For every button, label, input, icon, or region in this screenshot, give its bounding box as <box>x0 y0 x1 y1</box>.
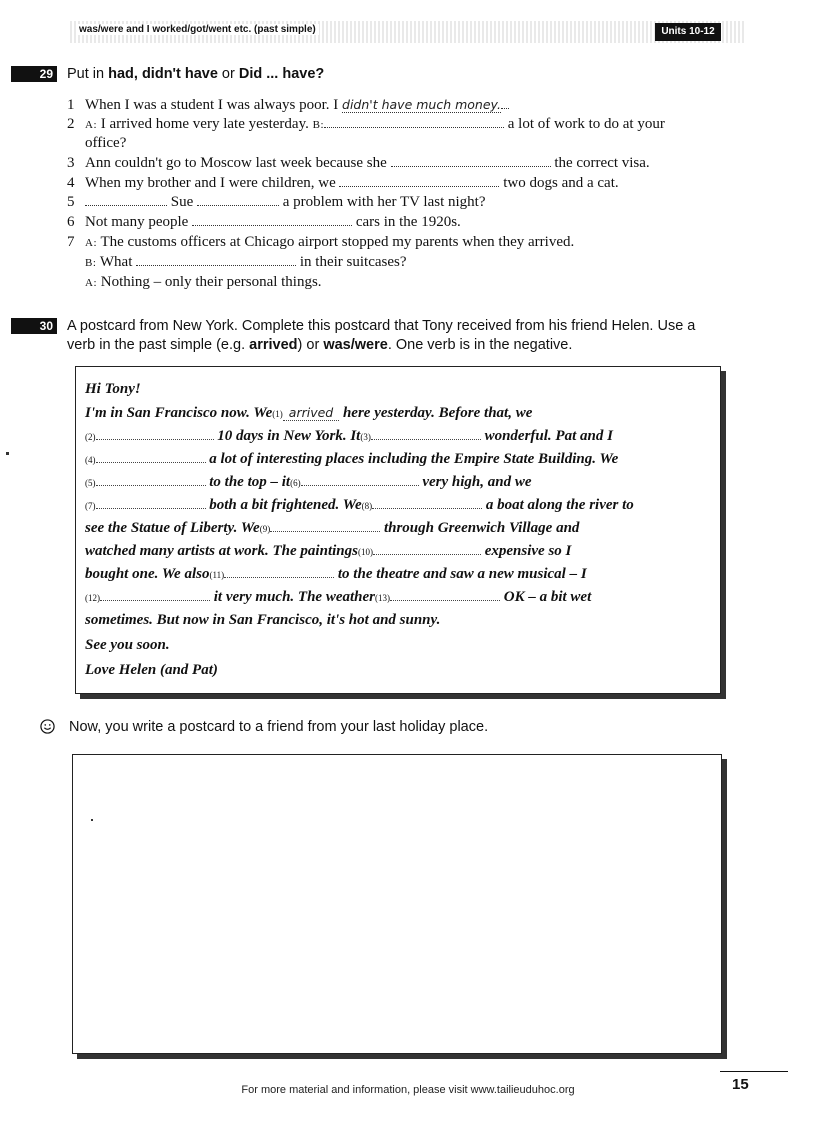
postcard <box>75 366 721 694</box>
postcard-line-3: (4) a lot of interesting places including the Empire State Building. We <box>85 451 619 467</box>
postcard-signoff: Love Helen (and Pat) <box>85 662 218 678</box>
ex29-item-2-cont: office? <box>85 135 127 151</box>
postcard-blank-3[interactable] <box>371 429 481 440</box>
exercise-30-instruction-1: A postcard from New York. Complete this postcard that Tony received from his friend Helen. Use a <box>67 318 696 334</box>
units-badge: Units 10-12 <box>655 23 721 41</box>
postcard-blank-2[interactable] <box>96 429 214 440</box>
ex29-blank-5a[interactable] <box>85 194 167 206</box>
ex29-blank-5b[interactable] <box>197 194 279 206</box>
ex29-item-6: 6 Not many people cars in the 1920s. <box>67 214 461 230</box>
ex29-blank-6[interactable] <box>192 214 352 226</box>
page-number: 15 <box>732 1076 749 1093</box>
ex29-item-5: 5 Sue a problem with her TV last night? <box>67 194 486 210</box>
exercise-30-number: 30 <box>11 318 57 334</box>
exercise-29-number: 29 <box>11 66 57 82</box>
writing-box[interactable] <box>72 754 722 1054</box>
ex29-blank-2[interactable] <box>324 116 504 128</box>
postcard-blank-12[interactable] <box>100 590 210 601</box>
ex29-item-3: 3 Ann couldn't go to Moscow last week because she the correct visa. <box>67 155 650 171</box>
postcard-line-1: I'm in San Francisco now. We(1) arrived here yesterday. Before that, we <box>85 405 533 421</box>
ex29-item-2: 2 A: I arrived home very late yesterday. B: a lot of work to do at your <box>67 116 665 132</box>
ex29-item-7-b: B: What in their suitcases? <box>85 254 407 270</box>
box-dot <box>91 819 93 821</box>
postcard-answer-1[interactable]: arrived <box>283 405 339 421</box>
ex29-blank-7[interactable] <box>136 254 296 266</box>
exercise-29-instruction: Put in had, didn't have or Did ... have? <box>67 66 325 82</box>
postcard-greeting: Hi Tony! <box>85 381 141 397</box>
ex29-blank-4[interactable] <box>339 175 499 187</box>
postcard-line-6: see the Statue of Liberty. We(9) through Greenwich Village and <box>85 520 580 536</box>
postcard-blank-9[interactable] <box>270 521 380 532</box>
postcard-blank-10[interactable] <box>373 544 481 555</box>
ex29-item-7: 7 A: The customs officers at Chicago airport stopped my parents when they arrived. <box>67 234 575 250</box>
page-rule <box>720 1071 788 1072</box>
postcard-blank-7[interactable] <box>96 498 206 509</box>
ex29-answer-1[interactable]: didn't have much money. <box>342 97 501 112</box>
exercise-30-instruction-2: verb in the past simple (e.g. arrived) or was/were. One verb is in the negative. <box>67 337 573 353</box>
postcard-line-2: (2) 10 days in New York. It(3) wonderful. Pat and I <box>85 428 613 444</box>
ex29-item-1: 1 When I was a student I was always poor. I didn't have much money. <box>67 95 509 116</box>
postcard-blank-8[interactable] <box>372 498 482 509</box>
postcard-line-9: (12) it very much. The weather(13) OK – a bit wet <box>85 589 592 605</box>
footer-text: For more material and information, please visit www.tailieuduhoc.org <box>241 1084 575 1096</box>
ex29-blank-3[interactable] <box>391 155 551 167</box>
postcard-blank-13[interactable] <box>390 590 500 601</box>
ex29-item-4: 4 When my brother and I were children, we two dogs and a cat. <box>67 175 619 191</box>
postcard-blank-11[interactable] <box>224 567 334 578</box>
postcard-blank-4[interactable] <box>96 452 206 463</box>
postcard-blank-6[interactable] <box>301 475 419 486</box>
postcard-line-7: watched many artists at work. The paintings(10) expensive so I <box>85 543 572 559</box>
postcard-line-11: See you soon. <box>85 637 170 653</box>
followup-instruction: Now, you write a postcard to a friend from your last holiday place. <box>69 719 489 735</box>
smiley-icon <box>40 719 55 734</box>
header-topic: was/were and I worked/got/went etc. (past simple) <box>76 24 319 35</box>
postcard-line-5: (7) both a bit frightened. We(8) a boat along the river to <box>85 497 634 513</box>
postcard-line-4: (5) to the top – it(6) very high, and we <box>85 474 532 490</box>
postcard-line-8: bought one. We also(11) to the theatre and saw a new musical – I <box>85 566 587 582</box>
ex29-item-7-c: A: Nothing – only their personal things. <box>85 274 322 290</box>
postcard-line-10: sometimes. But now in San Francisco, it's hot and sunny. <box>85 612 441 628</box>
margin-mark <box>6 452 9 455</box>
postcard-blank-5[interactable] <box>96 475 206 486</box>
